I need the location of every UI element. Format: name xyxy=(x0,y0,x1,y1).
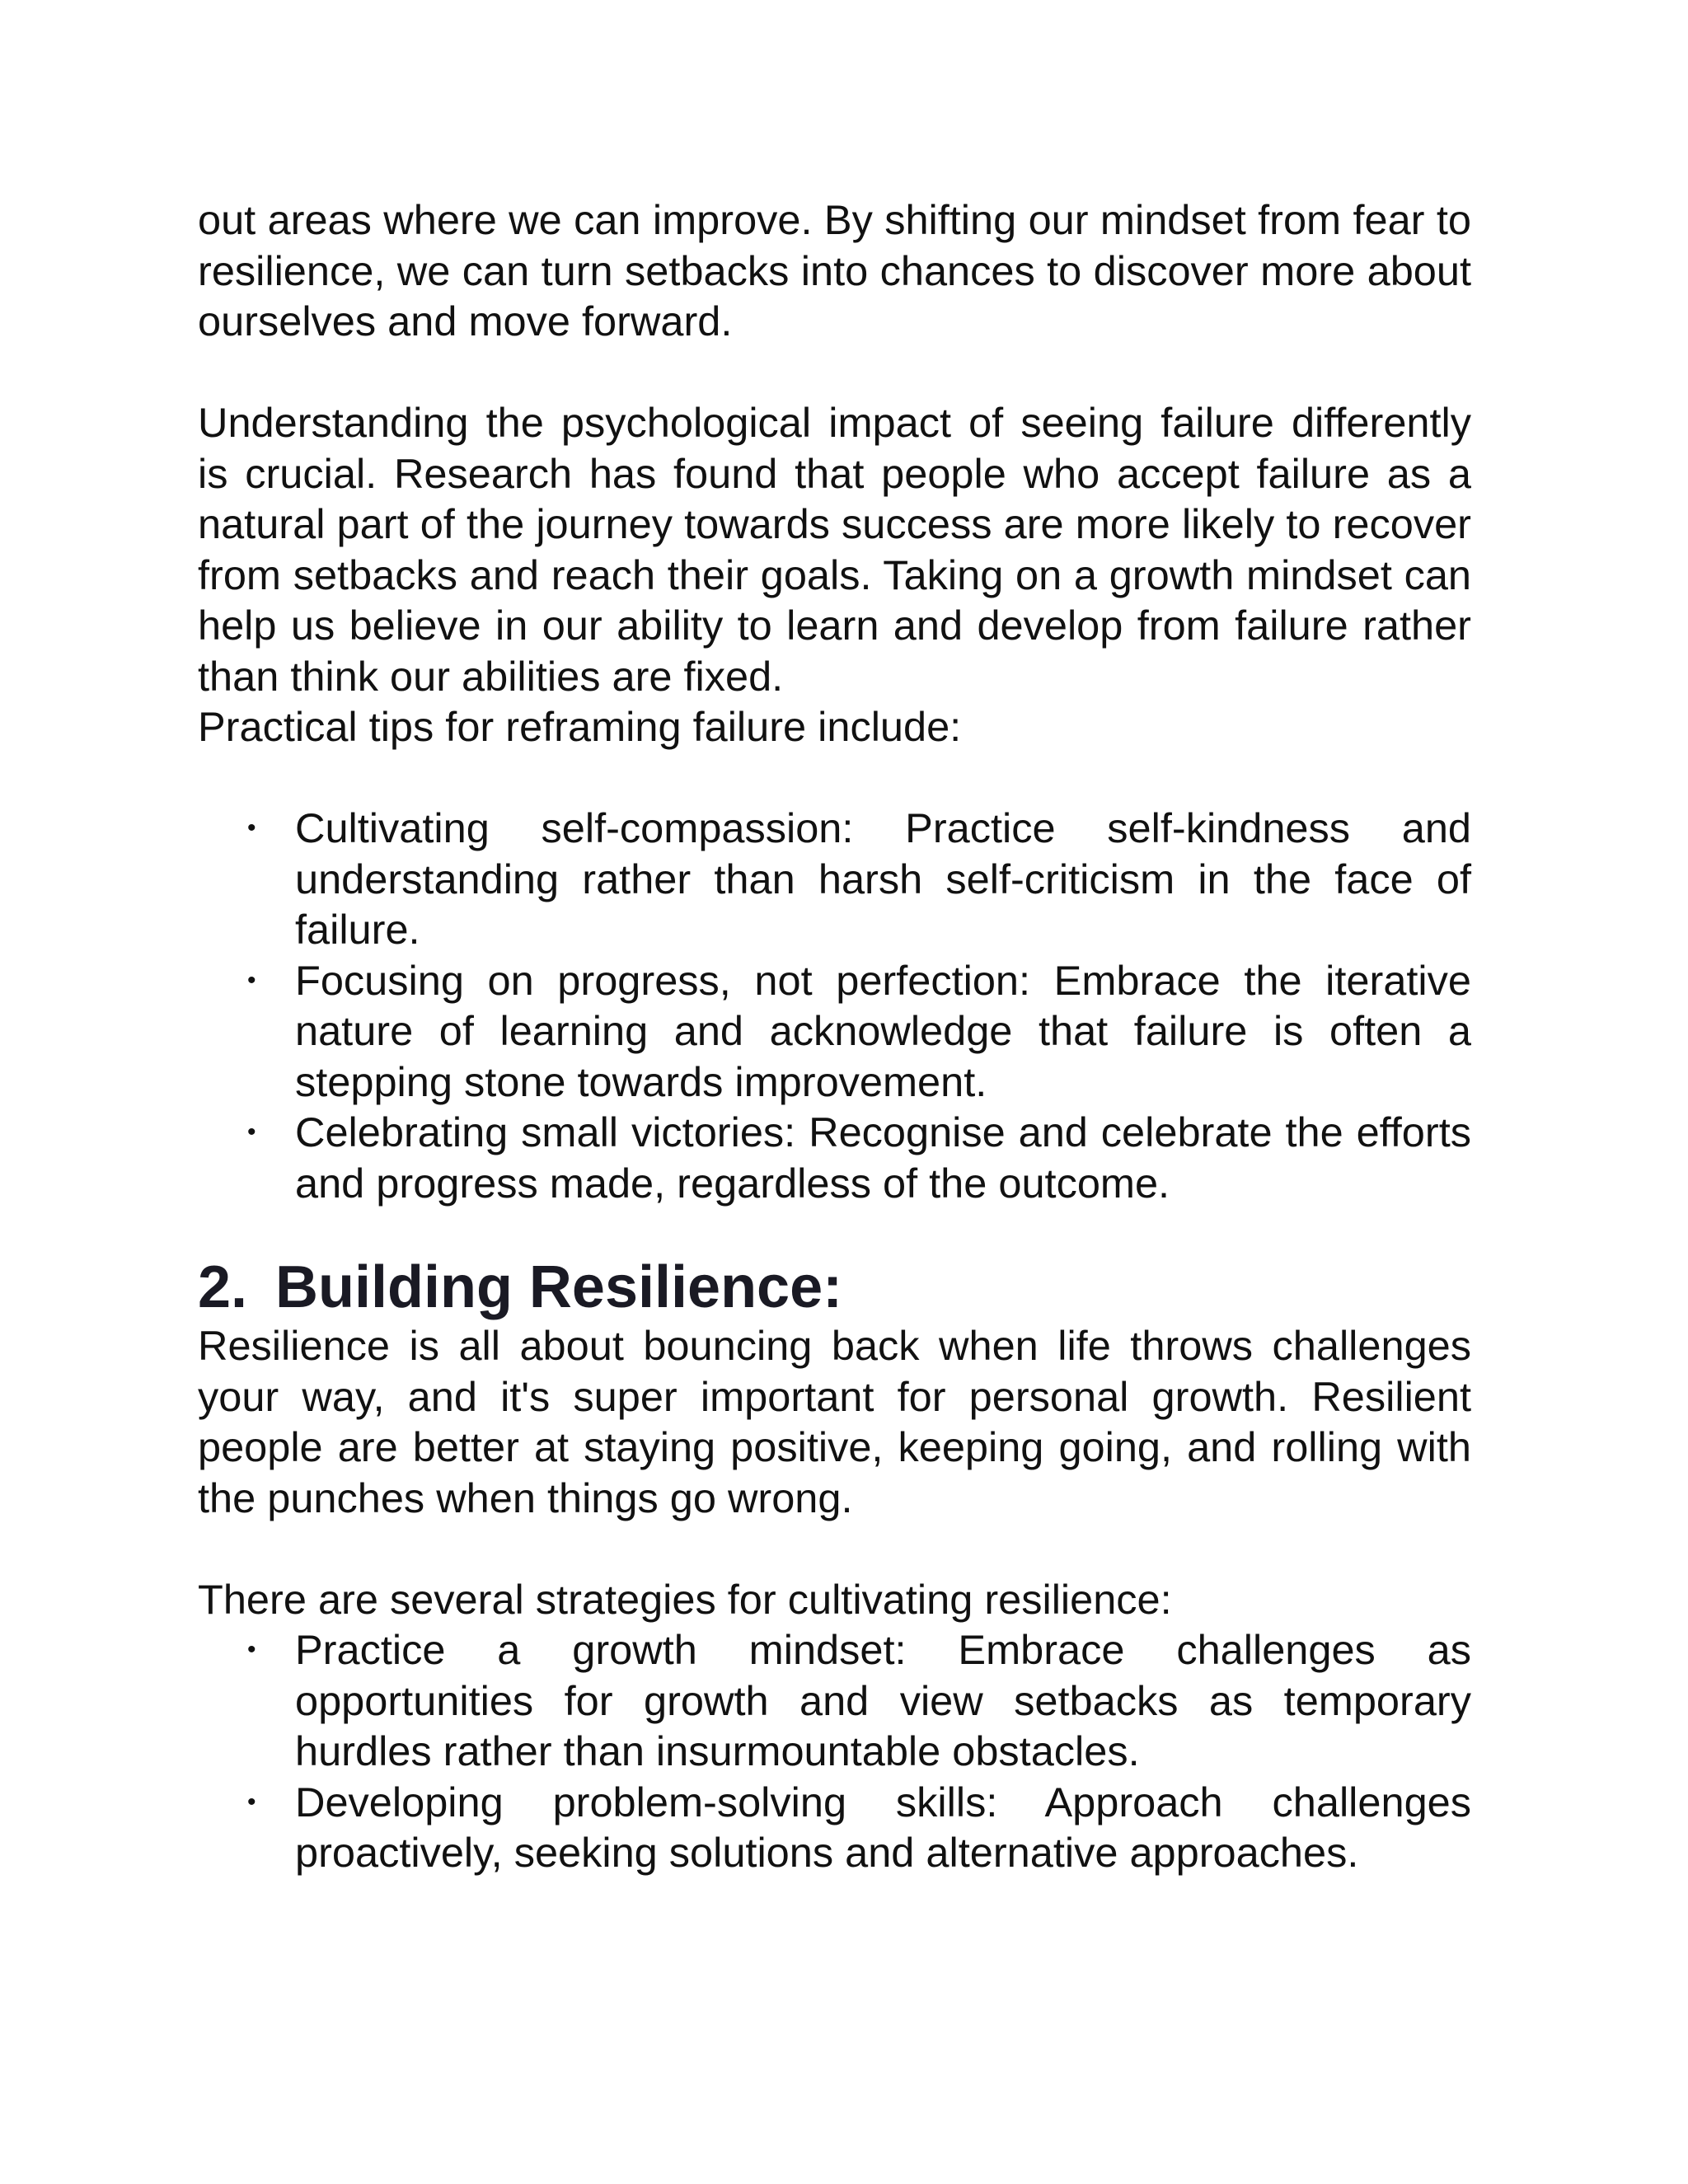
bullet-icon: • xyxy=(247,1636,256,1663)
section-heading xyxy=(198,1254,1471,1320)
bullet-icon: • xyxy=(247,1118,256,1146)
list-item xyxy=(198,803,1471,955)
list-item-text: Practice a growth mindset: Embrace challenges as opportunities for growth and view setbacks as temporary hurdles rather than insurmountable obstacles. xyxy=(295,1626,1471,1774)
paragraph-strategies-lead: There are several strategies for cultivating resilience: xyxy=(198,1575,1172,1623)
list-item-text: Developing problem-solving skills: Approach challenges proactively, seeking solutions and alternative approaches. xyxy=(295,1778,1471,1876)
paragraph-practical-tips-lead: Practical tips for reframing failure include: xyxy=(198,703,962,750)
paragraph-reframing-intro: out areas where we can improve. By shifting our mindset from fear to resilience, we can turn setbacks into chances to discover more about ourselves and move forward. xyxy=(198,196,1471,344)
list-item xyxy=(198,1624,1471,1777)
list-item-text: Celebrating small victories: Recognise and celebrate the efforts and progress made, regardless of the outcome. xyxy=(295,1108,1471,1207)
bullet-icon: • xyxy=(247,966,256,994)
paragraph-psychological-impact: Understanding the psychological impact of seeing failure differently is crucial. Research has found that people who accept failure as a natural part of the journey towards success are more likely to recover from setbacks and reach their goals. Taking on a growth mindset can help us believe in our ability to learn and develop from failure rather than think our abilities are fixed. xyxy=(198,399,1471,700)
paragraph-resilience-definition: Resilience is all about bouncing back when life throws challenges your way, and it's super important for personal growth. Resilient people are better at staying positive, keeping going, and rolling with the punches when things go wrong. xyxy=(198,1322,1471,1521)
list-item xyxy=(198,1777,1471,1878)
strategies-list xyxy=(198,1624,1471,1878)
list-item xyxy=(198,955,1471,1108)
paragraph-spacer xyxy=(198,347,1471,398)
bullet-icon: • xyxy=(247,1788,256,1816)
list-item-text: Cultivating self-compassion: Practice self-kindness and understanding rather than harsh self-criticism in the face of failure. xyxy=(295,804,1471,953)
tips-list xyxy=(198,803,1471,1208)
section-number: 2. xyxy=(198,1254,248,1320)
document-page xyxy=(198,194,1471,1878)
section-spacer xyxy=(198,1208,1471,1254)
section-title: Building Resilience: xyxy=(275,1254,843,1320)
paragraph-spacer xyxy=(198,1523,1471,1574)
list-item xyxy=(198,1107,1471,1208)
list-item-text: Focusing on progress, not perfection: Embrace the iterative nature of learning and acknowledge that failure is often a stepping stone towards improvement. xyxy=(295,956,1471,1105)
bullet-icon: • xyxy=(247,814,256,841)
paragraph-spacer xyxy=(198,752,1471,804)
